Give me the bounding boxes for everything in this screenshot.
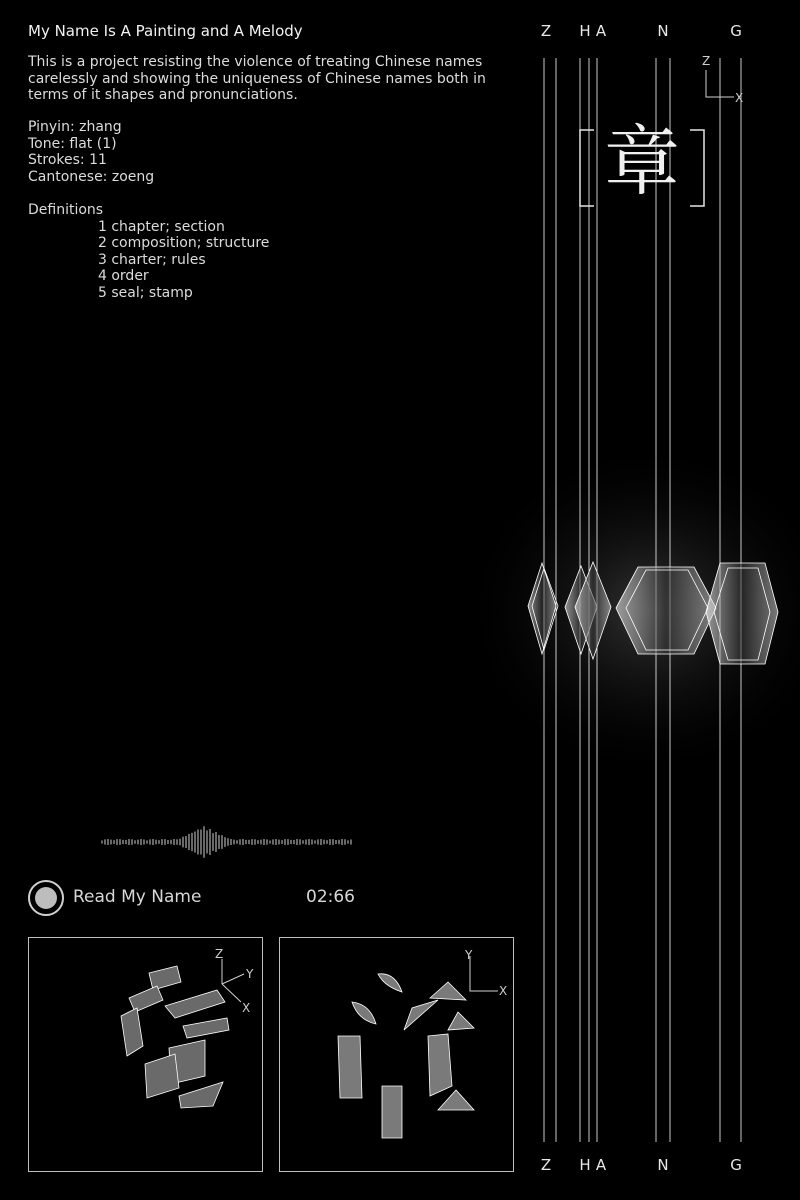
letter-row-bottom <box>0 1156 800 1178</box>
stroke-shape <box>448 1012 474 1030</box>
xyz-axes <box>222 959 244 1002</box>
axis-label-z: Z <box>702 54 711 68</box>
stroke-shape <box>430 982 466 1000</box>
stroke-shape <box>428 1034 452 1096</box>
stroke-shape <box>149 966 181 990</box>
prism-g <box>706 563 778 664</box>
definition-item: 5 seal; stamp <box>98 284 193 301</box>
xz-axes <box>702 54 743 105</box>
letter-g: G <box>730 1156 742 1174</box>
definition-item: 3 charter; rules <box>98 251 206 268</box>
stroke-shape <box>382 1086 402 1138</box>
definition-item: 1 chapter; section <box>98 218 225 235</box>
character-frame <box>580 117 704 206</box>
read-my-name-label[interactable]: Read My Name <box>73 887 202 907</box>
stroke-shape <box>378 974 402 992</box>
letter-h: H <box>579 1156 591 1174</box>
definition-item: 2 composition; structure <box>98 235 270 251</box>
stroke-shape <box>352 1002 376 1024</box>
axis-label-x: X <box>735 91 744 105</box>
stroke-shapes-3d <box>121 966 229 1108</box>
definition-item: 4 order <box>98 268 149 284</box>
intro-text: This is a project resisting the violence of treating Chinese names carelessly and showing the uniqueness of Chinese names both in terms of it shapes and pronunciations. <box>28 54 486 103</box>
stroke-shape <box>404 1000 438 1030</box>
definitions-heading: Definitions <box>28 202 104 218</box>
letter-g: G <box>730 22 742 40</box>
letter-a: A <box>595 1156 607 1174</box>
stroke-shape <box>129 986 163 1012</box>
letter-h: H <box>579 22 591 40</box>
xy-axes <box>470 956 498 991</box>
letter-z: Z <box>540 1156 552 1174</box>
stroke-shape <box>338 1036 362 1098</box>
audio-waveform <box>100 818 352 866</box>
playback-time: 02:66 <box>306 887 355 907</box>
stroke-shape <box>145 1054 179 1098</box>
axis-label-x: X <box>499 984 508 998</box>
stroke-shape <box>179 1082 223 1108</box>
stroke-shape <box>183 1018 229 1038</box>
letter-z: Z <box>540 22 552 40</box>
strokes-text: Strokes: 11 <box>28 152 107 168</box>
pinyin-text: Pinyin: zhang <box>28 119 122 135</box>
axis-label-y: Y <box>246 967 254 981</box>
tone-text: Tone: flat (1) <box>28 135 117 152</box>
panel-3d-view <box>28 937 263 1172</box>
letter-n: N <box>657 1156 669 1174</box>
stroke-shape <box>438 1090 474 1110</box>
letter-n: N <box>657 22 669 40</box>
letter-a: A <box>595 22 607 40</box>
stroke-shape <box>165 990 225 1018</box>
stroke-shapes-2d <box>338 974 474 1138</box>
axis-label-x: X <box>242 1001 251 1015</box>
panel-2d-view <box>279 937 514 1172</box>
axis-label-y: Y <box>465 948 473 962</box>
page-title: My Name Is A Painting and A Melody <box>28 22 303 40</box>
play-button[interactable] <box>28 880 64 916</box>
stroke-shape <box>121 1008 143 1056</box>
chinese-character: 章 <box>604 117 680 206</box>
cantonese-text: Cantonese: zoeng <box>28 168 155 185</box>
axis-label-z: Z <box>215 947 224 961</box>
